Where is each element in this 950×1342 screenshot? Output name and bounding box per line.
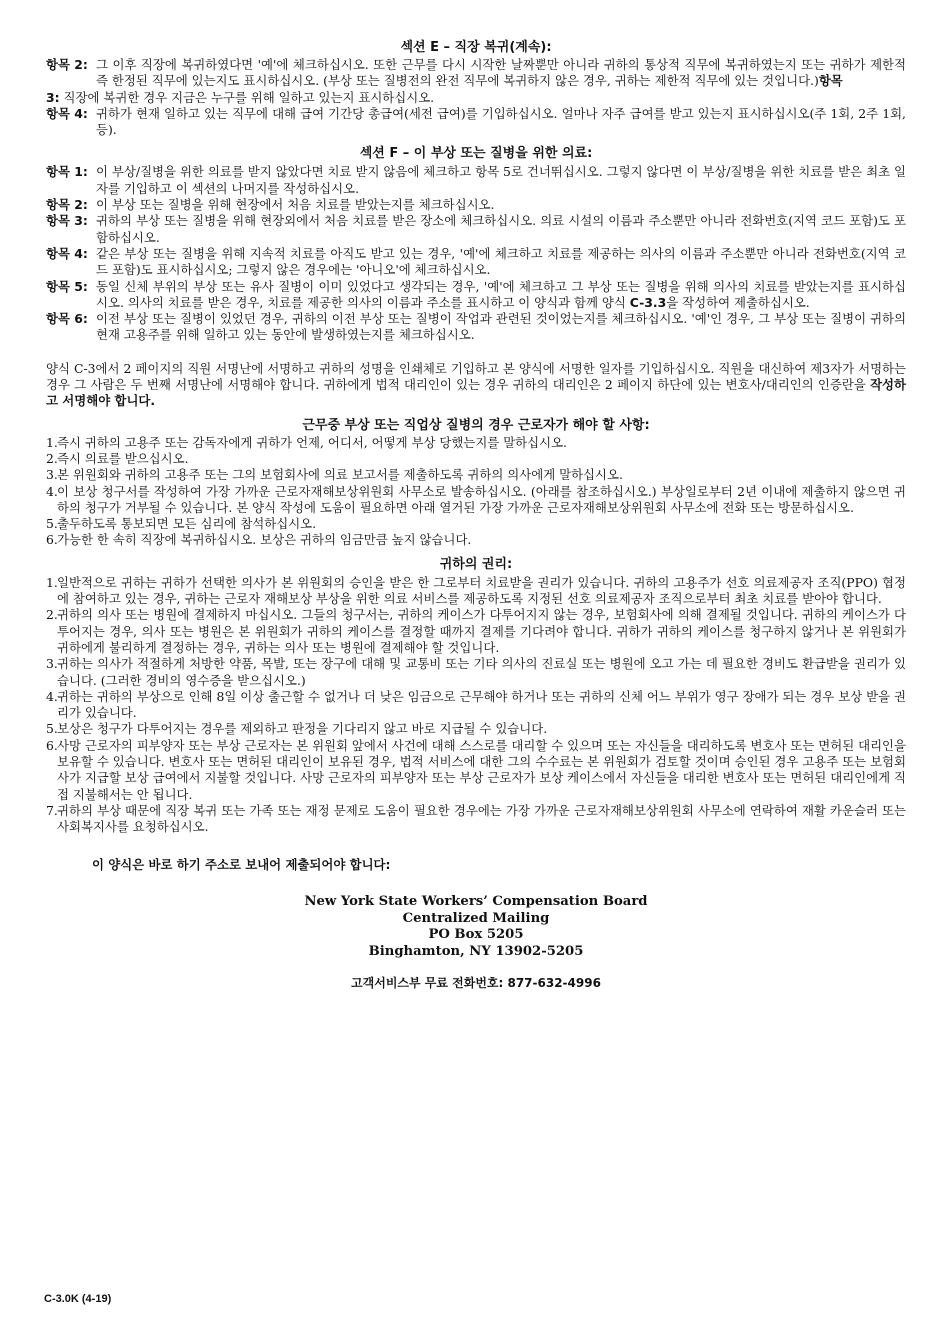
right-number: 7. bbox=[46, 802, 58, 818]
section-e-heading: 섹션 E – 직장 복귀(계속): bbox=[400, 40, 552, 55]
step-item bbox=[46, 451, 906, 467]
steps-heading: 근무중 부상 또는 직업상 질병의 경우 근로자가 해야 할 사항: bbox=[302, 417, 650, 433]
item-label: 항목 2: bbox=[46, 197, 88, 213]
step-text: 본 위원회와 귀하의 고용주 또는 그의 보험회사에 의료 보고서를 제출하도록 귀하의 의사에게 말하십시오. bbox=[57, 467, 623, 483]
step-number: 6. bbox=[46, 532, 58, 548]
right-text: 보상은 청구가 다투어지는 경우를 제외하고 판정을 기다리지 않고 바로 지급될 수 있습니다. bbox=[57, 721, 548, 737]
signature-bold-text: 작성하고 서명해야 합니다. bbox=[46, 377, 906, 409]
section-f-item-1 bbox=[46, 164, 906, 197]
item-label: 항목 3: bbox=[46, 213, 88, 229]
step-item bbox=[46, 435, 906, 451]
section-f-item-2 bbox=[46, 197, 906, 213]
section-f-list bbox=[46, 164, 906, 343]
form-c33-ref: C-3.3 bbox=[629, 294, 667, 310]
item-text: 동일 신체 부위의 부상 또는 유사 질병이 이미 있었다고 생각되는 경우, '예'에 체크하고 그 부상 또는 질병을 위해 의사의 치료를 받았는지를 표시하십시오. 의사의 치료를 받은 경우, 치료를 제공한 의사의 이름과 주소를 표시하고 이 양식과 함께 양식 bbox=[96, 278, 906, 310]
item-text: 같은 부상 또는 질병을 위해 지속적 치료를 아직도 받고 있는 경우, '예'에 체크하고 치료를 제공하는 의사의 이름과 주소뿐만 아니라 전화번호(지역 코드 포함)도 표시하십시오; 그렇지 않은 경우에는 '아니오'에 체크하십시오. bbox=[96, 245, 906, 278]
page-content bbox=[46, 40, 906, 991]
signature-text: 양식 C-3에서 2 페이지의 직원 서명난에 서명하고 귀하의 성명을 인쇄체로 기입하고 본 양식에 서명한 일자를 기입하십시오. 직원을 대신하여 제3자가 서명하는 경우 그 사람은 두 번째 서명난에 서명해야 합니다. 귀하에게 법적 대리인이 있는 경우 귀하의 대리인은 2 페이지 하단에 있는 변호사/대리인의 인증란을 bbox=[46, 360, 906, 393]
section-e-item-4 bbox=[46, 106, 906, 139]
step-text: 이 보상 청구서를 작성하여 가장 가까운 근로자재해보상위원회 사무소로 발송하십시오. (아래를 참조하십시오.) 부상일로부터 2년 이내에 제출하지 않으면 귀하의 청구가 거부될 수 있습니다. 본 양식 작성에 도움이 필요하면 아래 열거된 가장 가까운 근로자재해보상위원회 사무소에 전화 또는 방문하십시오. bbox=[57, 483, 906, 515]
step-item bbox=[46, 484, 906, 517]
right-item bbox=[46, 721, 906, 737]
item-text: 이 부상/질병을 위한 의료를 받지 않았다면 치료 받지 않음에 체크하고 항목 5로 건너뛰십시오. 그렇지 않다면 이 부상/질병을 위한 치료를 받은 최초 일자를 기입하고 이 섹션의 나머지를 작성하십시오. bbox=[96, 164, 906, 196]
rights-list bbox=[46, 575, 906, 836]
right-text: 귀하는 의사가 적절하게 처방한 약품, 목발, 또는 장구에 대해 및 교통비 또는 기타 의사의 진료실 또는 병원에 오고 가는 데 필요한 경비도 환급받을 권리가 있습니다. (그러한 경비의 영수증을 받으십시오.) bbox=[57, 656, 906, 688]
right-number: 5. bbox=[46, 721, 58, 737]
address-line-4: Binghamton, NY 13902-5205 bbox=[368, 943, 584, 959]
section-f-item-4 bbox=[46, 246, 906, 279]
right-number: 1. bbox=[46, 574, 58, 590]
item-text: 귀하의 부상 또는 질병을 위해 현장외에서 처음 치료를 받은 장소에 체크하십시오. 의료 시설의 이름과 주소뿐만 아니라 전화번호(지역 코드 포함)도 포함하십시오. bbox=[96, 213, 906, 245]
section-f-item-6 bbox=[46, 311, 906, 344]
step-number: 4. bbox=[46, 483, 58, 499]
item-text: 그 이후 직장에 복귀하였다면 '예'에 체크하십시오. 또한 근무를 다시 시작한 날짜뿐만 아니라 귀하의 통상적 직무에 복귀하였는지 또는 귀하가 제한적 즉 한정된 직무에 있는지도 표시하십시오. (부상 또는 질병전의 완전 직무에 복귀하지 않은 경우, 귀하는 제한적 직무에 있는 것입니다.) bbox=[96, 57, 906, 89]
right-item bbox=[46, 803, 906, 836]
address-line-1: New York State Workers’ Compensation Board bbox=[304, 894, 648, 910]
step-number: 5. bbox=[46, 516, 58, 532]
right-item bbox=[46, 656, 906, 689]
item-text-tail: 을 작성하여 제출하십시오. bbox=[666, 294, 810, 310]
right-text: 일반적으로 귀하는 귀하가 선택한 의사가 본 위원회의 승인을 받은 한 그로부터 치료받을 권리가 있습니다. 귀하의 고용주가 선호 의료제공자 조직(PPO) 협정에 참여하고 있는 경우, 귀하는 근로자 재해보상 부상을 위한 의료 서비스를 제공하도록 지정된 선호 의료제공자 조직으로부터 최초 치료를 받아야 합니다. bbox=[57, 574, 906, 607]
address-line-3: PO Box 5205 bbox=[428, 927, 524, 943]
customer-service-phone: 고객서비스부 무료 전화번호: 877-632-4996 bbox=[351, 976, 601, 991]
item-label: 항목 6: bbox=[46, 311, 88, 327]
step-text: 가능한 한 속히 직장에 복귀하십시오. 보상은 귀하의 임금만큼 높지 않습니다. bbox=[57, 532, 472, 548]
signature-instructions bbox=[46, 361, 906, 410]
item-label: 항목 4: bbox=[46, 245, 88, 261]
rights-heading: 귀하의 권리: bbox=[439, 556, 513, 572]
right-item bbox=[46, 575, 906, 608]
step-text: 즉시 귀하의 고용주 또는 감독자에게 귀하가 언제, 어디서, 어떻게 부상 당했는지를 말하십시오. bbox=[57, 434, 567, 450]
right-text: 귀하의 부상 때문에 직장 복귀 또는 가족 또는 재정 문제로 도움이 필요한 경우에는 가장 가까운 근로자재해보상위원회 사무소에 연락하여 재활 카운슬러 또는 사회복지사를 요청하십시오. bbox=[57, 802, 906, 835]
section-e-item-2 bbox=[46, 57, 906, 90]
step-text: 즉시 의료를 받으십시오. bbox=[57, 450, 189, 466]
right-number: 4. bbox=[46, 688, 58, 704]
right-text: 사망 근로자의 피부양자 또는 부상 근로자는 본 위원회 앞에서 사건에 대해 스스로를 대리할 수 있으며 또는 자신들을 대리하도록 변호사 또는 면허된 대리인을 보유할 수 있습니다. 변호사 또는 면허된 대리인이 보유된 경우, 법적 서비스에 대한 그의 수수료는 본 위원회가 검토할 것이며 승인된 경우 고용주 또는 보험회사가 지급할 보상 급여에서 지불할 것입니다. 사망 근로자의 피부양자 또는 부상 근로자가 보상 케이스에서 자신들을 대리한 변호사 또는 면허된 대리인에게 직접 지불해서는 안 됩니다. bbox=[57, 737, 906, 802]
item-text: 직장에 복귀한 경우 지금은 누구를 위해 일하고 있는지 표시하십시오. bbox=[63, 89, 435, 105]
item-label: 3: bbox=[46, 89, 60, 105]
step-item bbox=[46, 516, 906, 532]
step-number: 2. bbox=[46, 450, 58, 466]
step-number: 3. bbox=[46, 467, 58, 483]
item-label: 항목 2: bbox=[46, 57, 88, 72]
right-text: 귀하는 귀하의 부상으로 인해 8일 이상 출근할 수 없거나 더 낮은 임금으로 근무해야 하거나 또는 귀하의 신체 어느 부위가 영구 장애가 되는 경우 보상 받을 권리가 있습니다. bbox=[57, 688, 906, 721]
right-text: 귀하의 의사 또는 병원에 결제하지 마십시오. 그들의 청구서는, 귀하의 케이스가 다투어지지 않는 경우, 보험회사에 의해 결제될 것입니다. 귀하의 케이스가 다투어지는 경우, 의사 또는 병원은 본 위원회가 귀하의 케이스를 결정할 때까지 결제를 기다려야 합니다. 귀하가 귀하의 케이스를 청구하지 않거나 본 위원회가 귀하에게 불리하게 결정하는 경우, 귀하는 의사 또는 병원에 결제해야 할 것입니다. bbox=[57, 607, 907, 655]
address-line-2: Centralized Mailing bbox=[402, 910, 550, 926]
step-item bbox=[46, 467, 906, 483]
item-text: 이 부상 또는 질병을 위해 현장에서 처음 치료를 받았는지를 체크하십시오. bbox=[96, 197, 495, 213]
item-label: 항목 1: bbox=[46, 164, 88, 180]
item-text: 이전 부상 또는 질병이 있었던 경우, 귀하의 이전 부상 또는 질병이 작업과 관련된 것이었는지를 체크하십시오. '예'인 경우, 그 부상 또는 질병이 귀하의 현재 고용주를 위해 일하고 있는 동안에 발생하였는지를 체크하십시오. bbox=[96, 311, 906, 343]
section-f-item-3 bbox=[46, 213, 906, 246]
right-number: 3. bbox=[46, 656, 58, 672]
item-trailing-label: 항목 bbox=[818, 73, 843, 89]
right-item bbox=[46, 738, 906, 803]
item-text: 귀하가 현재 일하고 있는 직무에 대해 급여 기간당 총급여(세전 급여)를 기입하십시오. 얼마나 자주 급여를 받고 있는지 표시하십시오(주 1회, 2주 1회, 등). bbox=[96, 105, 906, 138]
step-text: 출두하도록 통보되면 모든 심리에 참석하십시오. bbox=[57, 516, 317, 532]
item-label: 항목 4: bbox=[46, 105, 88, 121]
steps-list bbox=[46, 435, 906, 549]
right-number: 6. bbox=[46, 737, 58, 753]
item-label: 항목 5: bbox=[46, 278, 88, 294]
section-f-item-5 bbox=[46, 279, 906, 312]
form-code: C-3.0K (4-19) bbox=[44, 1293, 112, 1305]
section-e-item-3 bbox=[46, 90, 906, 106]
step-item bbox=[46, 532, 906, 548]
submit-note: 이 양식은 바로 하기 주소로 보내어 제출되어야 합니다: bbox=[92, 857, 391, 873]
right-item bbox=[46, 689, 906, 722]
right-item bbox=[46, 607, 906, 656]
mailing-address bbox=[46, 894, 906, 960]
section-f-heading: 섹션 F – 이 부상 또는 질병을 위한 의료: bbox=[359, 146, 593, 162]
right-number: 2. bbox=[46, 607, 58, 623]
step-number: 1. bbox=[46, 434, 58, 450]
